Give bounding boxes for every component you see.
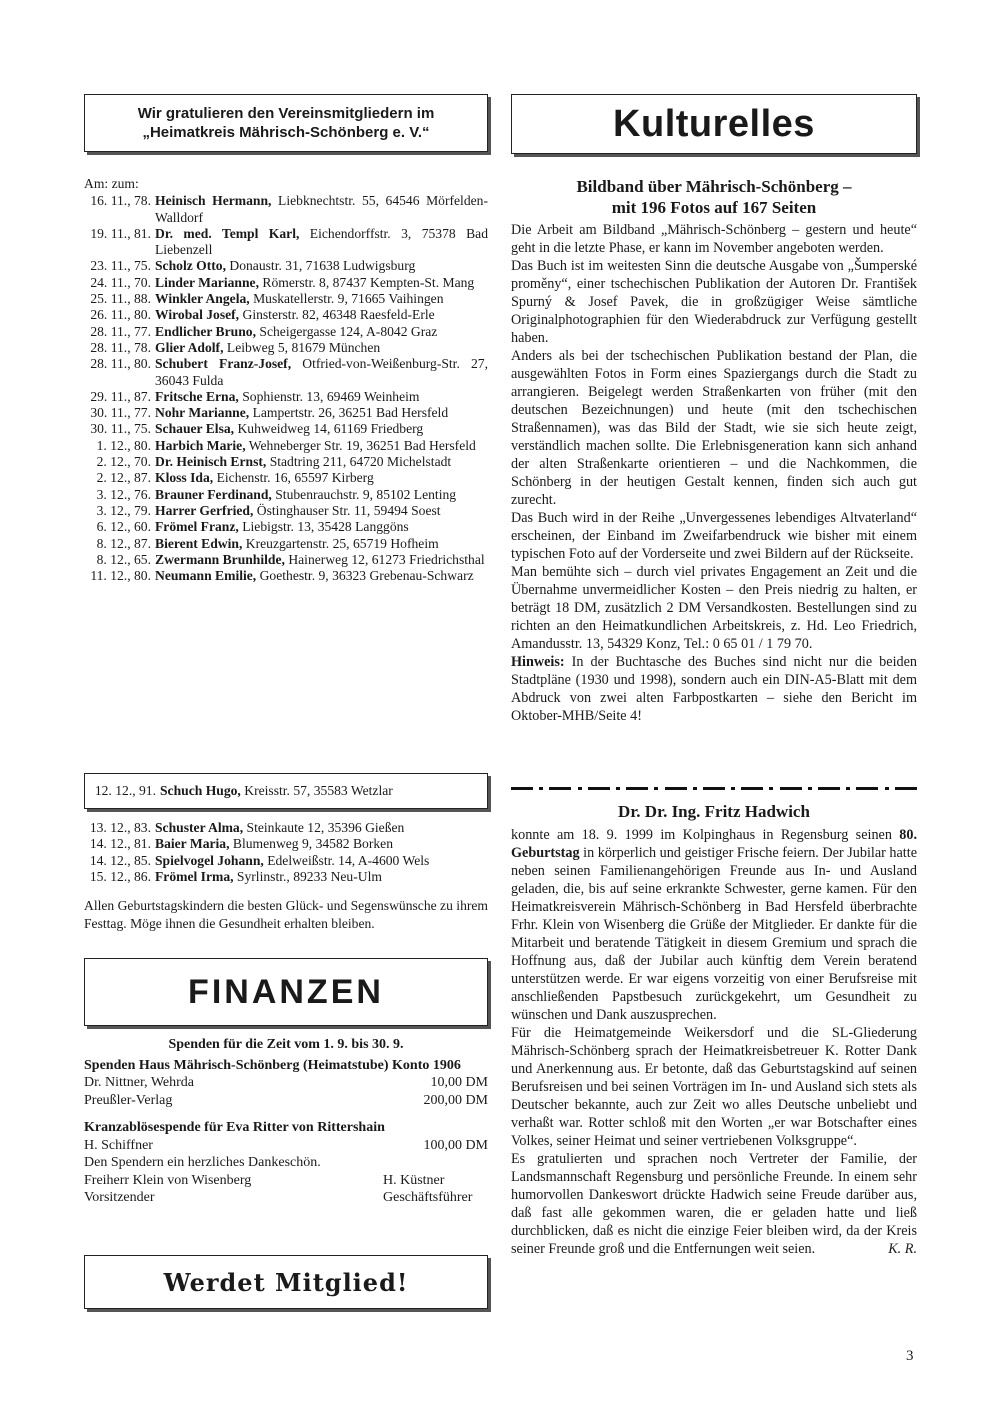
birthday-entry [155, 291, 488, 307]
birthday-date: 25. 11., 88. [90, 291, 151, 307]
birthday-name: Schauer Elsa, [155, 421, 235, 437]
am-zum-label: Am: zum: [84, 176, 139, 191]
separator-dot [693, 787, 697, 790]
birthday-name: Frömel Franz, [155, 519, 239, 535]
birthday-entry [155, 487, 488, 503]
birthday-name: Nohr Marianne, [155, 405, 250, 421]
birthday-address: Blumenweg 9, 34582 Borken [232, 836, 393, 852]
birthday-name: Dr. Heinisch Ernst, [155, 454, 267, 470]
birthday-date: 2. 12., 87. [96, 470, 151, 486]
congrats-line-2: „Heimatkreis Mährisch-Schönberg e. V.“ [142, 124, 430, 141]
paragraph: Die Arbeit am Bildband „Mährisch-Schönberg – gestern und heute“ geht in die letzte Phase, er kann im November angeboten werden. [511, 222, 917, 256]
birthday-entry [155, 853, 488, 869]
birthday-date: 1. 12., 80. [96, 437, 151, 453]
birthday-address: Sophienstr. 13, 69469 Weinheim [242, 388, 420, 404]
kulturelles-title: Kulturelles [613, 102, 815, 145]
birthday-row [84, 258, 488, 274]
separator-dash [818, 787, 840, 790]
signature-right-1: H. Küstner [383, 1172, 445, 1188]
paragraph: Man bemühte sich – durch viel privates Engagement an Zeit und die Übernahme unvermeidlicher Kosten – den Preis niedrig zu halten, er beträgt 18 DM, zusätzlich 2 DM Versandkosten. Bestellungen sind zu richten an den Heimatkundlichen Arbeitskreis, z. Hd. Leo Friedrich, Amandusstr. 13, 54329 Konz, Tel.: 0 65 01 / 1 79 70. [511, 564, 917, 652]
paragraph: Das Buch wird in der Reihe „Unvergessenes lebendiges Altvaterland“ erscheinen, der Einband im Zweifarbendruck wie bisher mit einem typischen Foto auf der Vorderseite und zwei Bildern auf der Rückseite. [511, 510, 917, 562]
birthday-list [84, 176, 488, 584]
birthday-address: Leibweg 5, 81679 München [226, 339, 381, 355]
birthday-name: Endlicher Bruno, [155, 323, 256, 339]
birthday-address: Otfried-von-Weißenburg-Str. 27, 36043 Fulda [155, 356, 488, 388]
birthday-date: 3. 12., 79. [96, 502, 151, 518]
birthday-name: Wirobal Josef, [155, 307, 240, 323]
birthday-address: Edelweißstr. 14, A-4600 Wels [267, 852, 430, 868]
separator-dot [885, 787, 889, 790]
birthday-address: Wehneberger Str. 19, 36251 Bad Hersfeld [248, 437, 476, 453]
separator-dash [511, 787, 533, 790]
separator-dash [626, 787, 648, 790]
article-1-body [511, 221, 917, 725]
birthday-date: 6. 12., 60. [96, 519, 151, 535]
birthday-row [84, 193, 488, 226]
signature-row-2 [84, 1189, 488, 1207]
birthday-row [84, 552, 488, 568]
separator-dot [654, 787, 658, 790]
birthday-address: Römerstr. 8, 87437 Kempten-St. Mang [262, 274, 475, 290]
birthday-entry [155, 258, 488, 274]
werdet-mitglied-box [84, 1255, 488, 1309]
birthday-name: Spielvogel Johann, [155, 852, 264, 868]
birthday-name: Brauner Ferdinand, [155, 486, 272, 502]
birthday-row [84, 421, 488, 437]
birthday-date: 30. 11., 75. [90, 421, 151, 437]
birthday-address: Ginsterstr. 82, 46348 Raesfeld-Erle [242, 307, 435, 323]
article-2-intro-bold: 80. Geburtstag [511, 827, 917, 861]
article-1-title [511, 176, 917, 218]
signature-left-1: Freiherr Klein von Wisenberg [84, 1172, 252, 1188]
birthday-date: 23. 11., 75. [90, 258, 151, 274]
birthday-date: 26. 11., 80. [90, 307, 151, 323]
donation-amount: 10,00 DM [430, 1075, 488, 1090]
birthday-entry [155, 405, 488, 421]
donor-name: H. Schiffner [84, 1137, 153, 1153]
birthday-row [84, 503, 488, 519]
birthday-entry [155, 836, 488, 852]
spenden-period: Spenden für die Zeit vom 1. 9. bis 30. 9. [168, 1037, 404, 1052]
birthday-entry [155, 438, 488, 454]
birthday-name: Dr. med. Templ Karl, [155, 225, 300, 241]
signature-right-2: Geschäftsführer [383, 1190, 473, 1205]
birthday-entry [155, 340, 488, 356]
werdet-mitglied-text: Werdet Mitglied! [163, 1267, 409, 1297]
separator-dot [846, 787, 850, 790]
separator-dash [588, 787, 610, 790]
birthday-row [84, 454, 488, 470]
hinweis-text: In der Buchtasche des Buches sind nicht nur die beiden Stadtpläne (1930 und 1998), sondern auch ein DIN-A5-Blatt mit dem Abdruck von zwei alten Farbpostkarten – siehe den Bericht im Oktober-MHB/Seite 4! [511, 654, 917, 724]
birthday-entry [155, 324, 488, 340]
birthday-address: Scheigergasse 124, A-8042 Graz [259, 323, 438, 339]
birthday-entry [155, 820, 488, 836]
separator-dot [578, 787, 582, 790]
article-1-hinweis [511, 653, 917, 725]
signature-left-2: Vorsitzender [84, 1190, 155, 1205]
paragraph: Für die Heimatgemeinde Weikersdorf und die SL-Gliederung Mährisch-Schönberg sprach der Heimatkreisbetreuer K. Rotter Dank und Anerkennung aus. Er betonte, daß das Geburtstagskind auf seinen Berufsreisen und bei seinen Vorträgen im In- und Ausland sich stets als Deutscher bekannte, auch zur Zeit wo alles Deutsche unbeliebt und verhaßt war. Rotter schloß mit den Worten „er war Botschafter eines Volkes, seiner Heimat und seiner vertriebenen Volksgruppe“. [511, 1025, 917, 1149]
birthday-name: Winkler Angela, [155, 291, 250, 307]
finanzen-title: FINANZEN [188, 972, 384, 1011]
birthday-date: 15. 12., 86. [89, 868, 151, 884]
article-2-title: Dr. Dr. Ing. Fritz Hadwich [618, 802, 810, 821]
birthday-entry [155, 519, 488, 535]
page-number: 3 [906, 1348, 914, 1364]
birthday-name: Neumann Emilie, [155, 568, 257, 584]
birthday-address: Steinkaute 12, 35396 Gießen [246, 820, 405, 835]
birthday-row [84, 340, 488, 356]
donation-row [84, 1137, 488, 1155]
highlight-birthday-box [84, 773, 488, 809]
paragraph: Das Buch ist im weitesten Sinn die deutsche Ausgabe von „Šumperské proměny“, einer tschechischen Publikation der Autoren Dr. František Spurný & Josef Pavek, die in großzügiger Weise sämtliche Originalphotographien für den Wiederabdruck zur Verfügung gestellt haben. [511, 258, 917, 346]
birthday-entry [155, 226, 488, 259]
birthday-address: Liebigstr. 13, 35428 Langgöns [242, 519, 409, 535]
separator-dash [856, 787, 878, 790]
birthday-date: 8. 12., 65. [96, 551, 151, 567]
birthday-row [84, 307, 488, 323]
birthday-address: Syrlinstr., 89233 Neu-Ulm [236, 868, 382, 884]
birthday-row [84, 275, 488, 291]
birthday-row [84, 405, 488, 421]
separator-dot [539, 787, 543, 790]
birthday-address: Liebknechtstr. 55, 64546 Mörfelden-Walldorf [155, 193, 488, 225]
birthday-name: Harbich Marie, [155, 437, 246, 453]
birthday-entry [155, 470, 488, 486]
separator-dot [731, 787, 735, 790]
birthday-row [84, 470, 488, 486]
birthday-entry [155, 503, 488, 519]
birthday-address: Kuhweidweg 14, 61169 Friedberg [237, 421, 424, 437]
separator-dash [665, 787, 687, 790]
birthday-entry [155, 568, 488, 584]
birthday-row [84, 356, 488, 389]
birthday-row [84, 568, 488, 584]
birthday-entry [155, 275, 488, 291]
birthday-name: Fritsche Erna, [155, 388, 239, 404]
article-2-body [511, 826, 917, 1258]
separator-dash [741, 787, 763, 790]
birthday-date: 3. 12., 76. [96, 486, 151, 502]
birthday-address: Eichenstr. 16, 65597 Kirberg [216, 470, 374, 486]
birthday-date: 14. 12., 81. [89, 836, 151, 852]
finanzen-header-box [84, 958, 488, 1026]
congrats-header-box [84, 94, 488, 152]
birthday-entry [155, 389, 488, 405]
birthday-entry [155, 421, 488, 437]
article-2-intro-a: konnte am 18. 9. 1999 im Kolpinghaus in Regensburg seinen [511, 827, 900, 843]
donation-amount: 200,00 DM [423, 1092, 488, 1108]
birthday-row [84, 519, 488, 535]
paragraph: Anders als bei der tschechischen Publikation bestand der Plan, die ausgewählten Fotos in Form eines Spaziergangs durch die Stadt zu arrangieren. Beigelegt werden Straßenkarten von früher (mit den deutschen Bezeichnungen) und heute (mit den tschechischen Straßennamen), was das Bild der Stadt, wie sie sich heute zeigt, verständlich machen sollte. Die Erlebnisgeneration kann sich anhand der alten Straßenkarte orientieren – und die Nachkommen, die Schönberg in der heutigen Gestalt kennen, finden sich auch gut zurecht. [511, 348, 917, 508]
birthday-row [84, 820, 488, 836]
birthday-address: Kreuzgartenstr. 25, 65719 Hofheim [245, 535, 439, 551]
birthday-row [84, 389, 488, 405]
separator-dash [703, 787, 725, 790]
birthday-name: Schuster Alma, [155, 820, 244, 835]
birthday-date: 8. 12., 87. [96, 535, 151, 551]
birthday-name: Scholz Otto, [155, 258, 226, 274]
birthday-address: Hainerweg 12, 61273 Friedrichsthal [288, 551, 485, 567]
hinweis-label: Hinweis: [511, 654, 565, 670]
birthday-address: Lampertstr. 26, 36251 Bad Hersfeld [252, 405, 449, 421]
birthday-name: Schuch Hugo, [160, 783, 241, 798]
separator-dot [808, 787, 812, 790]
birthday-address: Donaustr. 31, 71638 Ludwigsburg [229, 258, 416, 274]
birthday-entry [155, 307, 488, 323]
article-2-last-text: Es gratulierten und sprachen noch Vertreter der Familie, der Landsmannschaft Regensburg und persönliche Freunde. In einem sehr humorvollen Dankeswort drückte Hadwich seine Freude darüber aus, daß fast alle gekommen waren, die er geladen hatte und ließ durchblicken, daß es nicht die einzige Feier bleiben wird, da der Kreis seiner Freunde groß und die Entfernungen weit seien. [511, 1151, 917, 1257]
birthday-address: Eichendorffstr. 3, 75378 Bad Liebenzell [155, 225, 489, 258]
article-2-intro-b: in körperlich und geistiger Frische feiern. Der Jubilar hatte neben seinen Familienangehörigen Freunde aus In- und Ausland geladen, die, bis auf seine erkrankte Schwester, gerne kamen. Für den Heimatkreisverein Mährisch-Schönberg in Bad Hersfeld überbrachte Frhr. Klein von Wisenberg die Grüße der Mitglieder. Er dankte für die Mitarbeit und beratende Tätigkeit in diesem Gremium und sprach die Hoffnung aus, daß der Jubilar auch künftig dem Verein beratend unterstützen werde. Er war eigens vorzeitig von einer Berufsreise mit anschließenden Papstbesuch zurückgekehrt, um Gesundheit zu wünschen und Dank auszusprechen. [511, 845, 917, 1023]
article-2-intro [511, 826, 917, 1024]
birthday-date: 29. 11., 87. [90, 388, 151, 404]
birthday-row [84, 869, 488, 885]
birthday-entry [155, 454, 488, 470]
separator-dot [616, 787, 620, 790]
thanks-text: Den Spendern ein herzliches Dankeschön. [84, 1155, 321, 1170]
donation-row [84, 1074, 488, 1092]
birthday-row [84, 438, 488, 454]
birthday-date: 24. 11., 70. [90, 274, 151, 290]
birthday-address: Muskatellerstr. 9, 71665 Vaihingen [253, 291, 444, 307]
article-2-last-paragraph [511, 1150, 917, 1258]
birthday-name: Heinisch Hermann, [155, 193, 272, 209]
greeting-text: Allen Geburtstagskindern die besten Glück- und Segenswünsche zu ihrem Festtag. Möge ihnen die Gesundheit erhalten bleiben. [84, 898, 488, 931]
birthday-name: Baier Maria, [155, 836, 230, 852]
separator-dot [769, 787, 773, 790]
birthday-date: 14. 12., 85. [89, 852, 151, 868]
birthday-row [84, 291, 488, 307]
birthday-date: 11. 12., 80. [90, 568, 151, 584]
birthday-entry [155, 356, 488, 389]
birthday-entry [155, 193, 488, 226]
birthday-row [84, 226, 488, 259]
birthday-date: 28. 11., 77. [90, 323, 151, 339]
finanzen-section [84, 1036, 488, 1207]
birthday-name: Harrer Gerfried, [155, 502, 254, 518]
separator-dash [549, 787, 571, 790]
birthday-row [84, 487, 488, 503]
birthday-date: 28. 11., 80. [90, 356, 151, 372]
birthday-row [84, 536, 488, 552]
birthday-name: Schubert Franz-Josef, [155, 356, 292, 372]
donation-row [84, 1092, 488, 1110]
birthday-entry [155, 552, 488, 568]
birthday-address: Kreisstr. 57, 35583 Wetzlar [244, 783, 393, 798]
separator-dash [780, 787, 802, 790]
section-separator [511, 785, 917, 791]
birthday-address: Östinghauser Str. 11, 59494 Soest [256, 502, 441, 518]
article-1-title-line-1: Bildband über Mährisch-Schönberg – [576, 177, 852, 196]
birthday-date: 16. 11., 78. [90, 193, 151, 209]
birthday-name: Glier Adolf, [155, 339, 224, 355]
birthday-address: Stubenrauchstr. 9, 85102 Lenting [275, 486, 457, 502]
congrats-line-1: Wir gratulieren den Vereinsmitgliedern im [137, 105, 435, 122]
donor-name: Preußler-Verlag [84, 1092, 173, 1108]
donation-amount: 100,00 DM [423, 1137, 488, 1153]
birthday-address: Goethestr. 9, 36323 Grebenau-Schwarz [259, 568, 474, 584]
birthday-date: 12. 12., 91. [94, 783, 156, 798]
birthday-date: 13. 12., 83. [89, 820, 151, 835]
kulturelles-header-box [511, 94, 917, 154]
birthday-name: Frömel Irma, [155, 868, 234, 884]
birthday-date: 19. 11., 81. [90, 225, 151, 241]
birthday-entry [155, 869, 488, 885]
signature-row-1 [84, 1172, 488, 1190]
kranz-heading: Kranzablösespende für Eva Ritter von Rittershain [84, 1120, 385, 1135]
article-1-title-line-2: mit 196 Fotos auf 167 Seiten [611, 198, 817, 217]
donor-name: Dr. Nittner, Wehrda [84, 1075, 195, 1090]
birthday-date: 2. 12., 70. [96, 454, 151, 470]
birthday-row [84, 324, 488, 340]
spenden-haus-heading: Spenden Haus Mährisch-Schönberg (Heimatstube) Konto 1906 [84, 1057, 461, 1073]
birthday-name: Linder Marianne, [155, 274, 259, 290]
birthday-name: Kloss Ida, [155, 470, 214, 486]
birthday-name: Bierent Edwin, [155, 535, 243, 551]
birthday-row [84, 853, 488, 869]
birthday-address: Stadtring 211, 64720 Michelstadt [269, 454, 452, 470]
article-2-signature: K. R. [888, 1241, 917, 1257]
birthday-date: 28. 11., 78. [90, 339, 151, 355]
separator-dash [895, 787, 917, 790]
birthday-row [84, 836, 488, 852]
birthday-date: 30. 11., 77. [90, 405, 151, 421]
birthday-list-2 [84, 820, 488, 885]
birthday-entry [155, 536, 488, 552]
birthday-name: Zwermann Brunhilde, [155, 551, 285, 567]
